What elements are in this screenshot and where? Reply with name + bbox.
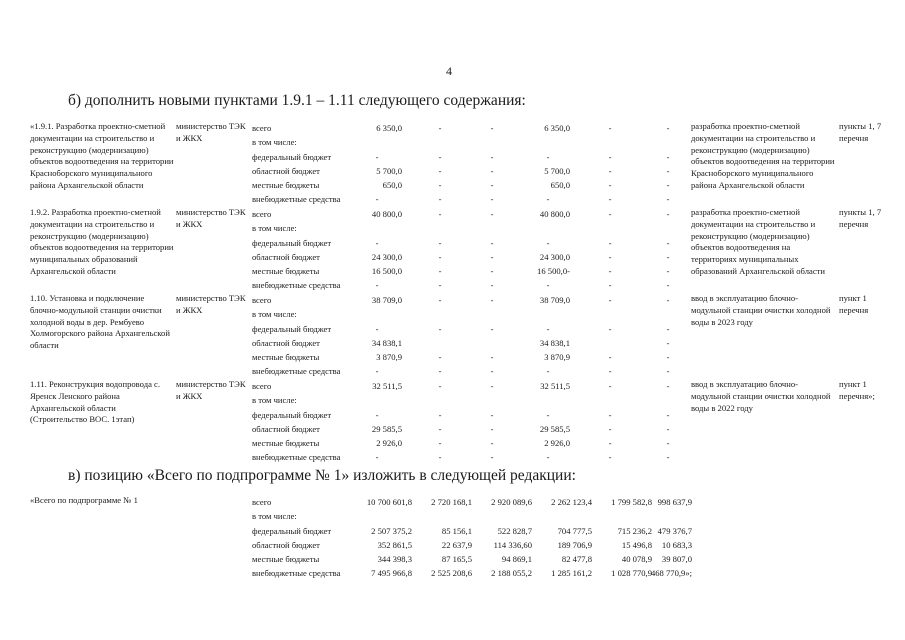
- table-cell: 2 720 168,1: [431, 497, 472, 507]
- table-cell: 32 511,5: [540, 381, 570, 391]
- table-cell: [472, 221, 512, 235]
- table-cell: -: [438, 323, 442, 334]
- table-cell: в том числе:: [252, 395, 297, 406]
- table-cell: -: [608, 438, 612, 449]
- table-cell: [472, 393, 512, 407]
- table-cell: 94 869,1: [501, 554, 532, 565]
- table-cell: 1 028 770,9: [611, 568, 652, 579]
- table-cell: -: [438, 123, 442, 133]
- funding-sources: [252, 293, 362, 379]
- table-cell: -: [666, 280, 670, 291]
- table-cell: [526, 135, 570, 149]
- table-cell: -: [666, 452, 670, 463]
- table-cell: -: [666, 352, 670, 363]
- table-cell: -: [490, 423, 494, 434]
- table-cell: -: [608, 323, 612, 334]
- table-cell: -: [438, 151, 442, 162]
- total-column-v4: [534, 495, 592, 581]
- table-cell: местные бюджеты: [252, 554, 320, 565]
- table-cell: -: [608, 209, 612, 219]
- item-name: 1.9.2. Разработка проектно-сметной документации на строительство и реконструкцию (модернизацию) объектов водоотведения на территории муниципальных образований Архангельской области: [30, 207, 174, 276]
- table-cell: -: [666, 409, 670, 420]
- table-cell: [420, 393, 460, 407]
- table-cell: -: [438, 180, 442, 191]
- amount-column-v2: [420, 293, 460, 379]
- table-cell: 40 800,0: [539, 209, 570, 219]
- table-cell: -: [666, 251, 670, 262]
- table-cell: федеральный бюджет: [252, 409, 332, 420]
- amount-column-v5: [590, 121, 630, 207]
- table-cell: [472, 135, 512, 149]
- table-cell: [472, 307, 512, 321]
- table-cell: 2 920 089,6: [491, 497, 532, 507]
- table-cell: всего: [252, 295, 272, 305]
- table-cell: -: [666, 209, 670, 219]
- table-cell: -: [438, 381, 442, 391]
- table-cell: [648, 393, 688, 407]
- table-cell: внебюджетные средства: [252, 366, 341, 377]
- table-cell: федеральный бюджет: [252, 151, 332, 162]
- table-cell: -: [666, 366, 670, 377]
- table-cell: 1 285 161,2: [551, 568, 592, 579]
- table-cell: -: [490, 352, 494, 363]
- table-cell: 1 799 582,8: [611, 497, 652, 507]
- table-cell: внебюджетные средства: [252, 568, 341, 579]
- table-cell: -: [546, 452, 550, 463]
- table-cell: 6 350,0: [376, 123, 402, 133]
- amount-column-v1: [352, 379, 402, 465]
- table-cell: областной бюджет: [252, 251, 320, 262]
- table-cell: -: [546, 237, 550, 248]
- table-cell: [648, 221, 688, 235]
- table-cell: -: [438, 266, 442, 277]
- table-cell: 2 262 123,4: [551, 497, 592, 507]
- table-cell: 39 807,0: [661, 554, 692, 565]
- table-cell: 10 700 601,8: [366, 497, 412, 507]
- table-cell: федеральный бюджет: [252, 237, 332, 248]
- table-cell: местные бюджеты: [252, 266, 320, 277]
- table-cell: -: [490, 237, 494, 248]
- table-cell: 16 500,0-: [537, 266, 570, 277]
- table-cell: в том числе:: [252, 223, 297, 234]
- table-cell: -: [666, 180, 670, 191]
- table-cell: -: [666, 123, 670, 133]
- table-cell: -: [375, 409, 379, 420]
- table-cell: 344 398,3: [377, 554, 412, 565]
- table-cell: -: [666, 337, 670, 348]
- table-cell: федеральный бюджет: [252, 525, 332, 536]
- table-cell: -: [490, 409, 494, 420]
- table-cell: -: [546, 280, 550, 291]
- table-cell: всего: [252, 497, 272, 507]
- table-cell: -: [546, 323, 550, 334]
- amount-column-v3: [472, 379, 512, 465]
- table-cell: [526, 221, 570, 235]
- table-cell: 2 507 375,2: [371, 525, 412, 536]
- table-cell: -: [490, 366, 494, 377]
- table-cell: -: [375, 323, 379, 334]
- table-cell: [590, 307, 630, 321]
- table-cell: -: [490, 251, 494, 262]
- table-cell: 650,0: [382, 180, 402, 191]
- total-column-v3: [472, 495, 532, 581]
- table-cell: 10 683,3: [661, 539, 692, 550]
- table-cell: [420, 336, 460, 350]
- table-cell: -: [438, 280, 442, 291]
- table-cell: в том числе:: [252, 309, 297, 320]
- table-cell: -: [666, 194, 670, 205]
- item-result: ввод в эксплуатацию блочно-модульной станции очистки холодной воды в 2023 году: [691, 293, 831, 327]
- amount-column-v2: [420, 379, 460, 465]
- table-cell: [420, 307, 460, 321]
- table-cell: [420, 135, 460, 149]
- total-column-v1: [352, 495, 412, 581]
- table-cell: областной бюджет: [252, 165, 320, 176]
- table-cell: -: [490, 381, 494, 391]
- table-cell: [526, 393, 570, 407]
- table-cell: -: [608, 123, 612, 133]
- item-reference: пункты 1, 7 перечня: [839, 207, 882, 229]
- table-cell: -: [608, 237, 612, 248]
- table-cell: 114 336,60: [493, 539, 532, 550]
- table-cell: -: [490, 266, 494, 277]
- table-cell: -: [666, 323, 670, 334]
- table-cell: -: [490, 123, 494, 133]
- funding-sources: [252, 495, 358, 581]
- table-cell: [420, 221, 460, 235]
- table-cell: -: [375, 194, 379, 205]
- amount-column-v2: [420, 121, 460, 207]
- table-cell: областной бюджет: [252, 337, 320, 348]
- table-cell: 3 870,9: [544, 352, 570, 363]
- table-cell: 5 700,0: [376, 165, 402, 176]
- table-cell: 34 838,1: [371, 337, 402, 348]
- table-cell: -: [666, 151, 670, 162]
- table-cell: -: [608, 381, 612, 391]
- item-executor: министерство ТЭК и ЖКХ: [176, 207, 246, 229]
- table-cell: [526, 307, 570, 321]
- table-cell: -: [666, 438, 670, 449]
- item-reference: пункт 1 перечня»;: [839, 379, 875, 401]
- table-cell: 3 870,9: [376, 352, 402, 363]
- amount-column-v6: [648, 379, 688, 465]
- table-cell: 2 525 208,6: [431, 568, 472, 579]
- table-cell: 16 500,0: [371, 266, 402, 277]
- table-cell: -: [375, 452, 379, 463]
- table-cell: -: [438, 452, 442, 463]
- amount-column-v6: [648, 207, 688, 293]
- table-cell: областной бюджет: [252, 539, 320, 550]
- table-cell: 22 637,9: [441, 539, 472, 550]
- table-cell: -: [490, 280, 494, 291]
- table-cell: [352, 307, 402, 321]
- table-cell: 40 800,0: [371, 209, 402, 219]
- table-cell: -: [438, 251, 442, 262]
- table-cell: 352 861,5: [377, 539, 412, 550]
- amount-column-v1: [352, 207, 402, 293]
- amount-column-v3: [472, 121, 512, 207]
- table-cell: местные бюджеты: [252, 438, 320, 449]
- table-cell: -: [608, 352, 612, 363]
- table-cell: -: [438, 194, 442, 205]
- table-cell: 38 709,0: [539, 295, 570, 305]
- table-cell: -: [438, 423, 442, 434]
- table-cell: 189 706,9: [557, 539, 592, 550]
- amendment-heading-c: в) позицию «Всего по подпрограмме № 1» изложить в следующей редакции:: [68, 467, 576, 484]
- table-cell: -: [608, 180, 612, 191]
- amount-column-v6: [648, 293, 688, 379]
- table-cell: 2 926,0: [376, 438, 402, 449]
- item-executor: министерство ТЭК и ЖКХ: [176, 293, 246, 315]
- table-cell: -: [490, 165, 494, 176]
- table-cell: 24 300,0: [539, 251, 570, 262]
- table-cell: [352, 393, 402, 407]
- table-cell: -: [608, 366, 612, 377]
- table-cell: -: [490, 438, 494, 449]
- table-cell: -: [438, 209, 442, 219]
- funding-sources: [252, 207, 362, 293]
- table-cell: -: [490, 151, 494, 162]
- table-cell: -: [608, 280, 612, 291]
- table-cell: -: [608, 295, 612, 305]
- item-result: ввод в эксплуатацию блочно-модульной станции очистки холодной воды в 2022 году: [691, 379, 831, 413]
- table-cell: [534, 509, 592, 523]
- table-cell: -: [438, 352, 442, 363]
- item-executor: министерство ТЭК и ЖКХ: [176, 121, 246, 143]
- table-cell: 82 477,8: [561, 554, 592, 565]
- item-name: 1.11. Реконструкция водопровода с. Яренск Ленского района Архангельской области (Строительство ВОС. 1этап): [30, 379, 161, 425]
- table-cell: -: [608, 409, 612, 420]
- funding-sources: [252, 379, 362, 465]
- item-name: «1.9.1. Разработка проектно-сметной документации на строительство и реконструкцию (модернизацию) объектов водоотведения на территории Красноборского муниципального района Архангельской области: [30, 121, 174, 190]
- table-cell: -: [490, 180, 494, 191]
- total-column-v2: [414, 495, 472, 581]
- table-cell: -: [546, 194, 550, 205]
- table-cell: -: [608, 165, 612, 176]
- table-cell: -: [438, 366, 442, 377]
- table-cell: федеральный бюджет: [252, 323, 332, 334]
- table-cell: в том числе:: [252, 511, 297, 522]
- table-cell: -: [608, 194, 612, 205]
- table-cell: [352, 135, 402, 149]
- amount-column-v3: [472, 293, 512, 379]
- table-cell: 468 770,9»;: [650, 568, 692, 579]
- table-cell: [648, 307, 688, 321]
- table-cell: -: [608, 423, 612, 434]
- item-executor: министерство ТЭК и ЖКХ: [176, 379, 246, 401]
- table-cell: 29 585,5: [371, 423, 402, 434]
- table-cell: 998 637,9: [657, 497, 692, 507]
- table-cell: всего: [252, 209, 272, 219]
- table-cell: -: [438, 438, 442, 449]
- amount-column-v3: [472, 207, 512, 293]
- item-name: 1.10. Установка и подключение блочно-модульной станции очистки холодной воды в дер. Рембуево Холмогорского района Архангельской области: [30, 293, 170, 351]
- item-result: разработка проектно-сметной документации на строительство и реконструкцию (модернизацию) объектов водоотведения на территориях муниципальных образований Архангельской области: [691, 207, 825, 276]
- table-cell: [590, 221, 630, 235]
- table-cell: [590, 336, 630, 350]
- table-cell: областной бюджет: [252, 423, 320, 434]
- table-cell: -: [490, 452, 494, 463]
- total-label: «Всего по подпрограмме № 1: [30, 495, 138, 505]
- table-cell: [636, 509, 692, 523]
- table-cell: -: [666, 237, 670, 248]
- table-cell: 40 078,9: [621, 554, 652, 565]
- table-cell: -: [438, 409, 442, 420]
- table-cell: всего: [252, 381, 272, 391]
- table-cell: -: [608, 251, 612, 262]
- table-cell: -: [375, 237, 379, 248]
- table-cell: всего: [252, 123, 272, 133]
- table-cell: -: [546, 409, 550, 420]
- amount-column-v5: [590, 293, 630, 379]
- table-cell: внебюджетные средства: [252, 452, 341, 463]
- amount-column-v5: [590, 207, 630, 293]
- table-cell: 34 838,1: [539, 337, 570, 348]
- item-result: разработка проектно-сметной документации на строительство и реконструкцию (модернизацию) объектов водоотведения на территории Красноборского муниципального района Архангельской области: [691, 121, 835, 190]
- table-cell: [648, 135, 688, 149]
- table-cell: 85 156,1: [441, 525, 472, 536]
- amount-column-v4: [526, 121, 570, 207]
- table-cell: -: [375, 366, 379, 377]
- table-cell: 650,0: [550, 180, 570, 191]
- table-cell: 15 496,8: [621, 539, 652, 550]
- total-column-v6: [636, 495, 692, 581]
- table-cell: 5 700,0: [544, 165, 570, 176]
- table-cell: 715 236,2: [617, 525, 652, 536]
- table-cell: -: [666, 295, 670, 305]
- table-cell: -: [546, 151, 550, 162]
- table-cell: -: [375, 151, 379, 162]
- amount-column-v4: [526, 379, 570, 465]
- table-cell: 38 709,0: [371, 295, 402, 305]
- table-cell: [472, 509, 532, 523]
- amount-column-v1: [352, 293, 402, 379]
- amount-column-v4: [526, 293, 570, 379]
- table-cell: -: [608, 452, 612, 463]
- funding-sources: [252, 121, 362, 207]
- amount-column-v5: [590, 379, 630, 465]
- table-cell: -: [666, 165, 670, 176]
- amount-column-v6: [648, 121, 688, 207]
- table-cell: -: [438, 295, 442, 305]
- table-cell: -: [438, 237, 442, 248]
- table-cell: 522 828,7: [497, 525, 532, 536]
- table-cell: -: [490, 194, 494, 205]
- table-cell: 6 350,0: [544, 123, 570, 133]
- table-cell: 24 300,0: [371, 251, 402, 262]
- table-cell: 87 165,5: [441, 554, 472, 565]
- table-cell: [472, 336, 512, 350]
- table-cell: 7 495 966,8: [371, 568, 412, 579]
- table-cell: 32 511,5: [372, 381, 402, 391]
- table-cell: [590, 135, 630, 149]
- table-cell: -: [490, 209, 494, 219]
- table-cell: 29 585,5: [539, 423, 570, 434]
- amount-column-v4: [526, 207, 570, 293]
- table-cell: в том числе:: [252, 137, 297, 148]
- table-cell: -: [666, 266, 670, 277]
- table-cell: 704 777,5: [557, 525, 592, 536]
- table-cell: -: [608, 266, 612, 277]
- table-cell: [352, 509, 412, 523]
- table-cell: -: [490, 323, 494, 334]
- table-cell: местные бюджеты: [252, 352, 320, 363]
- table-cell: -: [666, 423, 670, 434]
- table-cell: [590, 393, 630, 407]
- table-cell: 2 926,0: [544, 438, 570, 449]
- table-cell: 479 376,7: [657, 525, 692, 536]
- table-cell: местные бюджеты: [252, 180, 320, 191]
- item-reference: пункты 1, 7 перечня: [839, 121, 882, 143]
- table-cell: -: [375, 280, 379, 291]
- table-cell: 2 188 055,2: [491, 568, 532, 579]
- table-cell: -: [438, 165, 442, 176]
- amount-column-v1: [352, 121, 402, 207]
- table-cell: [352, 221, 402, 235]
- table-cell: -: [666, 381, 670, 391]
- amount-column-v2: [420, 207, 460, 293]
- table-cell: -: [490, 295, 494, 305]
- amendment-heading-b: б) дополнить новыми пунктами 1.9.1 – 1.11 следующего содержания:: [68, 92, 526, 109]
- table-cell: внебюджетные средства: [252, 280, 341, 291]
- table-cell: -: [546, 366, 550, 377]
- table-cell: [414, 509, 472, 523]
- table-cell: внебюджетные средства: [252, 194, 341, 205]
- item-reference: пункт 1 перечня: [839, 293, 869, 315]
- page-number: 4: [446, 64, 452, 78]
- table-cell: -: [608, 151, 612, 162]
